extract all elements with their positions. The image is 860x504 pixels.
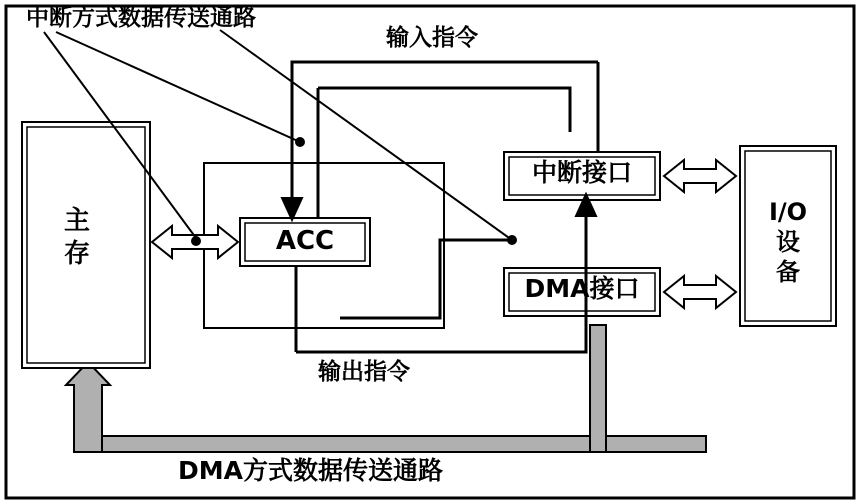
io-device-label-line2: 设 [776,228,800,256]
io-device-label-line3: 备 [776,258,800,286]
leader-dot-top [295,137,305,147]
input-instruction-arrowhead [282,198,302,220]
interrupt-path-title: 中断方式数据传送通路 [26,5,256,31]
leader-dot-memory-acc [191,236,201,246]
dma-path-title: DMA方式数据传送通路 [178,456,443,485]
main-memory-label [64,205,90,270]
output-instruction-label: 输出指令 [318,359,410,385]
io-device-label [740,197,836,287]
input-instruction-label: 输入指令 [386,25,478,51]
interrupt-io-bidirectional-arrow [664,160,736,192]
dma-interface-label: DMA接口 [524,274,640,303]
dma-io-bidirectional-arrow [664,276,736,308]
acc-label: ACC [275,226,335,256]
dma-data-path [66,325,706,452]
leader-dot-right [507,235,517,245]
main-memory-label-line1: 主 [64,206,91,236]
io-device-label-line1: I/O [768,198,808,226]
interrupt-interface-label: 中断接口 [531,158,632,187]
main-memory-label-line2: 存 [64,238,91,269]
